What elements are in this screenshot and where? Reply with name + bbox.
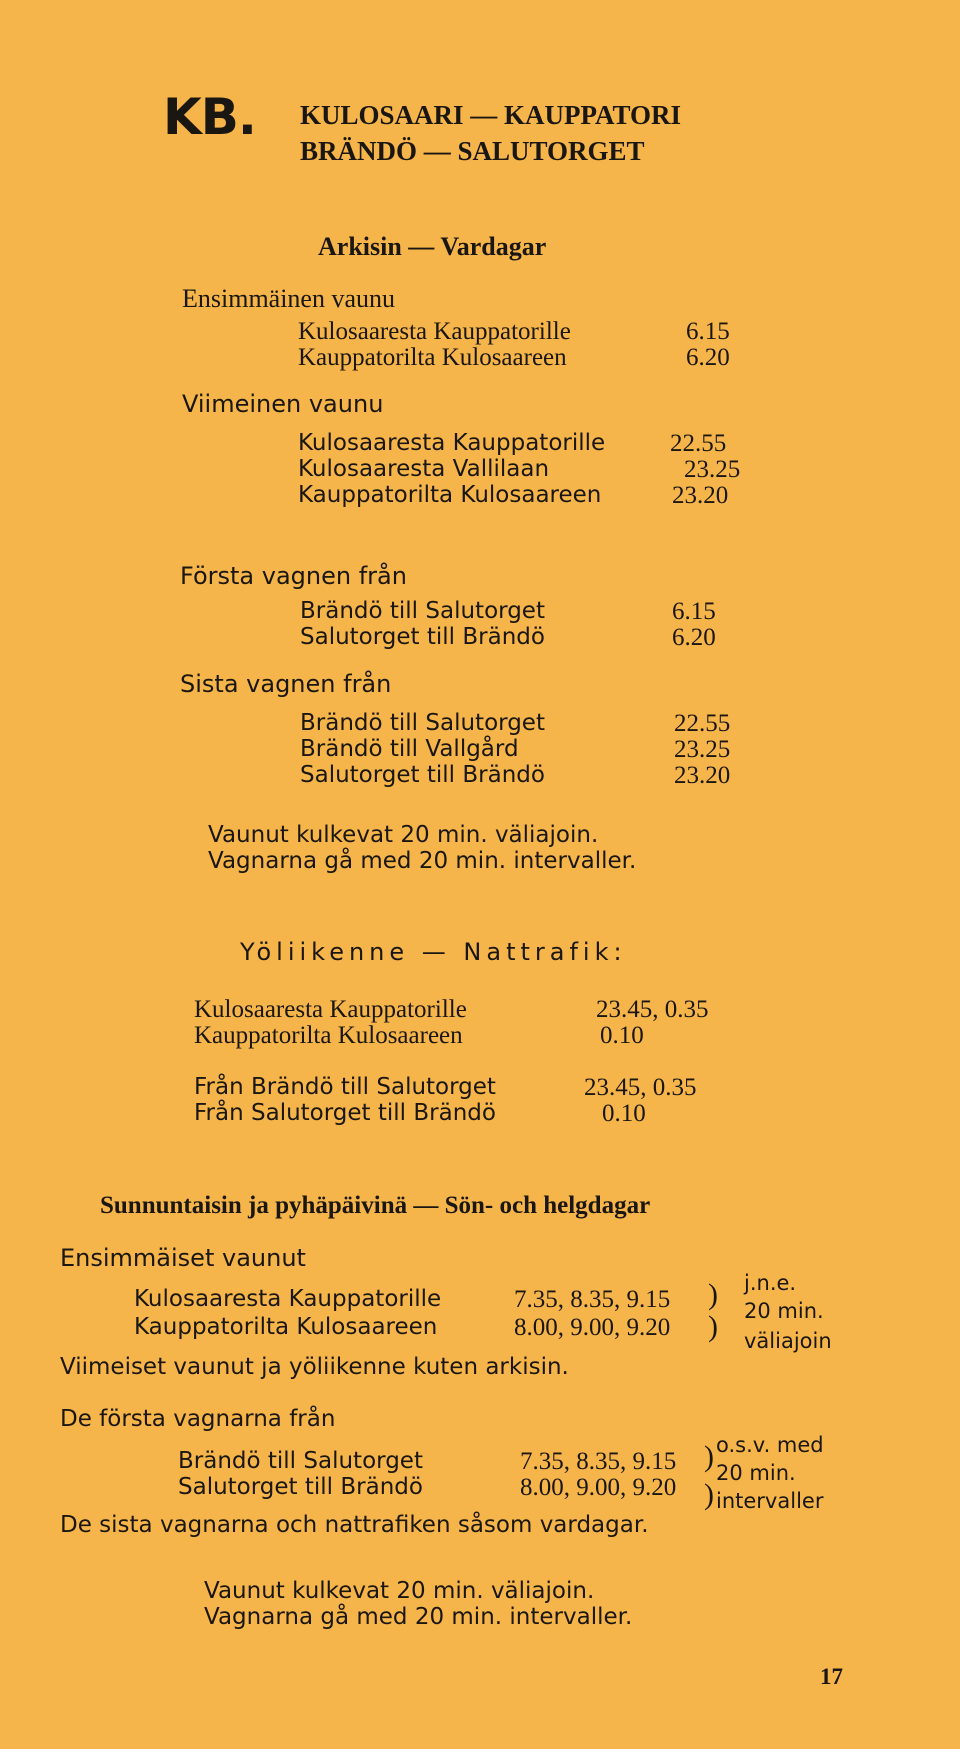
departure-time: 23.45, 0.35: [584, 1074, 697, 1101]
departure-times: 8.00, 9.00, 9.20: [514, 1314, 671, 1341]
route-title-fi: KULOSAARI — KAUPPATORI: [300, 100, 682, 130]
route-name: Brändö till Salutorget: [300, 598, 545, 624]
departure-time: 23.45, 0.35: [596, 996, 709, 1023]
route-name: Brändö till Salutorget: [300, 710, 545, 736]
route-name: Kauppatorilta Kulosaareen: [298, 344, 567, 371]
frequency-note: väliajoin: [744, 1329, 832, 1353]
route-name: Kulosaaresta Kauppatorille: [298, 318, 571, 345]
route-name: Brändö till Vallgård: [300, 736, 519, 762]
departure-times: 7.35, 8.35, 9.15: [520, 1448, 677, 1475]
interval-note-sv: Vagnarna gå med 20 min. intervaller.: [208, 848, 637, 874]
weekday-heading: Arkisin — Vardagar: [318, 232, 547, 261]
departure-time: 6.20: [686, 344, 730, 371]
route-name: Kauppatorilta Kulosaareen: [298, 482, 602, 508]
interval-note-fi: Vaunut kulkevat 20 min. väliajoin.: [204, 1578, 595, 1604]
route-name: Kauppatorilta Kulosaareen: [134, 1314, 438, 1340]
bracket: ): [708, 1278, 718, 1311]
interval-note-fi: Vaunut kulkevat 20 min. väliajoin.: [208, 822, 599, 848]
frequency-note: j.n.e.: [744, 1271, 797, 1295]
route-title-sv: BRÄNDÖ — SALUTORGET: [300, 136, 645, 166]
bracket: ): [704, 1478, 714, 1511]
sunday-last-note-sv: De sista vagnarna och nattrafiken såsom vardagar.: [60, 1512, 649, 1538]
page-number: 17: [820, 1664, 843, 1689]
route-name: Från Brändö till Salutorget: [194, 1074, 496, 1100]
route-name: Salutorget till Brändö: [300, 624, 545, 650]
departure-time: 23.20: [674, 762, 731, 789]
route-name: Salutorget till Brändö: [178, 1474, 423, 1500]
departure-times: 8.00, 9.00, 9.20: [520, 1474, 677, 1501]
route-name: Kauppatorilta Kulosaareen: [194, 1022, 463, 1049]
interval-note-sv: Vagnarna gå med 20 min. intervaller.: [204, 1604, 633, 1630]
route-name: Kulosaaresta Kauppatorille: [194, 996, 467, 1023]
weekday-last-label-sv: Sista vagnen från: [180, 670, 392, 698]
route-name: Kulosaaresta Vallilaan: [298, 456, 550, 482]
departure-time: 22.55: [674, 710, 731, 737]
departure-times: 7.35, 8.35, 9.15: [514, 1286, 671, 1313]
bracket: ): [704, 1440, 714, 1473]
sunday-heading: Sunnuntaisin ja pyhäpäivinä — Sön- och helgdagar: [100, 1192, 651, 1219]
weekday-first-label-sv: Första vagnen från: [180, 562, 407, 590]
departure-time: 0.10: [602, 1100, 646, 1127]
frequency-note: 20 min.: [716, 1461, 796, 1485]
departure-time: 0.10: [600, 1022, 644, 1049]
route-code: KB.: [163, 88, 256, 146]
bracket: ): [708, 1310, 718, 1343]
departure-time: 23.25: [674, 736, 731, 763]
departure-time: 6.20: [672, 624, 716, 651]
sunday-last-note-fi: Viimeiset vaunut ja yöliikenne kuten arkisin.: [60, 1354, 569, 1380]
frequency-note: o.s.v. med: [716, 1433, 824, 1457]
route-name: Brändö till Salutorget: [178, 1448, 423, 1474]
departure-time: 6.15: [686, 318, 730, 345]
weekday-last-label-fi: Viimeinen vaunu: [182, 390, 384, 418]
departure-time: 23.25: [684, 456, 741, 483]
weekday-first-label-fi: Ensimmäinen vaunu: [182, 284, 396, 313]
frequency-note: intervaller: [716, 1489, 824, 1513]
night-heading: Yöliikenne — Nattrafik:: [240, 938, 627, 966]
departure-time: 22.55: [670, 430, 727, 457]
route-name: Kulosaaresta Kauppatorille: [134, 1286, 442, 1312]
departure-time: 23.20: [672, 482, 729, 509]
route-name: Från Salutorget till Brändö: [194, 1100, 496, 1126]
departure-time: 6.15: [672, 598, 716, 625]
sunday-first-label-fi: Ensimmäiset vaunut: [60, 1244, 306, 1272]
route-name: Kulosaaresta Kauppatorille: [298, 430, 606, 456]
sunday-first-label-sv: De första vagnarna från: [60, 1406, 336, 1432]
route-name: Salutorget till Brändö: [300, 762, 545, 788]
frequency-note: 20 min.: [744, 1299, 824, 1323]
